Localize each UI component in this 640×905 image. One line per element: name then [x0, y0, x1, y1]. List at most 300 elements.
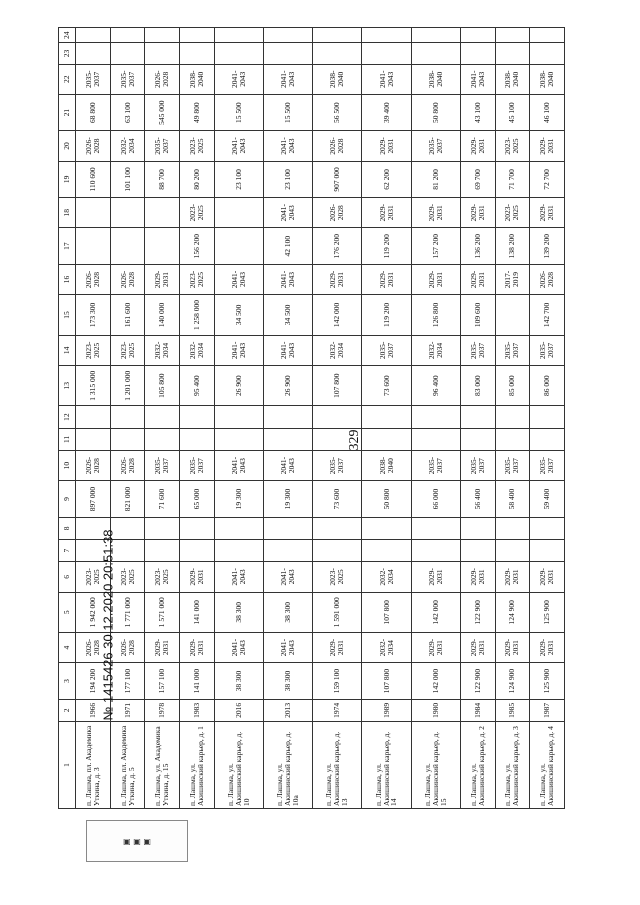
table-row: [495, 28, 530, 809]
table-cell: 2038-2040: [180, 64, 215, 94]
table-cell: 2029-2031: [362, 131, 411, 161]
table-cell: 71 700: [495, 161, 530, 197]
table-cell: 1 771 000: [110, 592, 145, 632]
table-cell: 2035-2037: [110, 64, 145, 94]
table-cell: [110, 28, 145, 43]
table-cell: 2038-2040: [530, 64, 565, 94]
table-cell: 125 900: [530, 592, 565, 632]
table-cell: 2035-2037: [362, 335, 411, 365]
table-cell: 2041-2043: [214, 64, 263, 94]
table-cell: 1978: [145, 699, 180, 721]
table-cell: 2035-2037: [495, 450, 530, 480]
table-cell: 2041-2043: [263, 64, 312, 94]
table-cell: 80 200: [180, 161, 215, 197]
table-cell: 1 591 000: [313, 592, 362, 632]
table-cell: 56 400: [460, 481, 495, 517]
table-cell: 2035-2037: [495, 335, 530, 365]
official-stamp: ▣ ▣ ▣: [86, 820, 188, 862]
table-cell: [180, 43, 215, 64]
table-cell: 2029-2031: [460, 131, 495, 161]
table-cell: [362, 28, 411, 43]
table-cell: 173 300: [76, 295, 111, 335]
table-cell: 2029-2031: [530, 198, 565, 228]
table-cell: [362, 539, 411, 561]
column-header: 18: [59, 198, 76, 228]
table-cell: 15 500: [263, 94, 312, 130]
table-cell: 2041-2043: [214, 264, 263, 294]
table-cell: [460, 428, 495, 450]
table-cell: 2026-2028: [76, 131, 111, 161]
address-cell: п. Лашма, ул. Акишинский карьер, д. 2: [460, 722, 495, 809]
table-cell: 56 500: [313, 94, 362, 130]
table-cell: 2041-2043: [263, 562, 312, 592]
table-cell: [214, 539, 263, 561]
table-cell: 107 800: [313, 366, 362, 406]
table-cell: [411, 28, 460, 43]
table-cell: 68 800: [76, 94, 111, 130]
column-header: 17: [59, 228, 76, 264]
table-cell: 2032-2034: [362, 562, 411, 592]
column-header: 2: [59, 699, 76, 721]
table-cell: [263, 517, 312, 539]
table-cell: 1987: [530, 699, 565, 721]
table-row: [460, 28, 495, 809]
column-header: 5: [59, 592, 76, 632]
table-cell: 2029-2031: [411, 264, 460, 294]
table-cell: 39 400: [362, 94, 411, 130]
table-cell: 2023-2025: [313, 562, 362, 592]
address-cell: п. Лашма, ул. Акишинский карьер, д. 1: [180, 722, 215, 809]
table-cell: [263, 428, 312, 450]
table-cell: 69 700: [460, 161, 495, 197]
table-cell: [495, 28, 530, 43]
address-cell: п. Лашма, пл. Академика Уткина, д. 5: [110, 722, 145, 809]
table-cell: 124 900: [495, 592, 530, 632]
table-cell: 138 200: [495, 228, 530, 264]
table-cell: 2041-2043: [214, 633, 263, 663]
table-cell: [214, 198, 263, 228]
table-cell: 2029-2031: [460, 562, 495, 592]
address-cell: п. Лашма, ул. Акишинский карьер, д. 10а: [263, 722, 312, 809]
table-cell: [530, 406, 565, 428]
table-cell: 19 300: [263, 481, 312, 517]
table-cell: 2041-2043: [214, 131, 263, 161]
table-cell: [362, 43, 411, 64]
table-cell: [180, 517, 215, 539]
table-cell: 157 200: [411, 228, 460, 264]
table-cell: [180, 539, 215, 561]
table-cell: [145, 28, 180, 43]
table-cell: [411, 43, 460, 64]
table-cell: [313, 43, 362, 64]
table-cell: 2029-2031: [411, 562, 460, 592]
address-cell: п. Лашма, ул. Акишинский карьер, д. 13: [313, 722, 362, 809]
table-cell: [145, 198, 180, 228]
table-cell: [214, 228, 263, 264]
table-cell: 2029-2031: [495, 633, 530, 663]
table-cell: [495, 295, 530, 335]
column-header: 11: [59, 428, 76, 450]
table-cell: 101 100: [110, 161, 145, 197]
column-header: 15: [59, 295, 76, 335]
table-cell: 124 900: [495, 663, 530, 699]
table-cell: [76, 198, 111, 228]
table-row: [313, 28, 362, 809]
table-cell: 50 800: [362, 481, 411, 517]
table-cell: [110, 228, 145, 264]
table-cell: [263, 539, 312, 561]
table-cell: 2041-2043: [214, 335, 263, 365]
registration-line: № 1415426 30.12.2020 20:51:38: [100, 529, 116, 721]
table-cell: 2029-2031: [362, 264, 411, 294]
table-cell: 85 000: [495, 366, 530, 406]
table-cell: 2029-2031: [530, 131, 565, 161]
table-cell: 2038-2040: [495, 64, 530, 94]
column-header: 22: [59, 64, 76, 94]
table-cell: 2017-2019: [495, 264, 530, 294]
table-cell: [495, 406, 530, 428]
table-cell: 63 100: [110, 94, 145, 130]
address-cell: п. Лашма, ул. Акишинский карьер, д. 10: [214, 722, 263, 809]
table-cell: 2023-2025: [110, 562, 145, 592]
table-cell: 1 942 000: [76, 592, 111, 632]
column-header: 24: [59, 28, 76, 43]
table-cell: 107 800: [362, 592, 411, 632]
table-cell: 2026-2028: [76, 264, 111, 294]
table-cell: 72 700: [530, 161, 565, 197]
table-cell: [411, 539, 460, 561]
table-cell: 2026-2028: [76, 450, 111, 480]
table-cell: 62 200: [362, 161, 411, 197]
table-cell: [145, 228, 180, 264]
table-cell: 1971: [110, 699, 145, 721]
column-header: 4: [59, 633, 76, 663]
table-cell: 2032-2034: [145, 335, 180, 365]
table-cell: 2023-2025: [76, 335, 111, 365]
table-cell: [214, 28, 263, 43]
address-cell: п. Лашма, ул. Академика Уткина, д. 15: [145, 722, 180, 809]
table-cell: [76, 43, 111, 64]
table-cell: [110, 428, 145, 450]
table-cell: 107 800: [362, 663, 411, 699]
table-cell: 2029-2031: [180, 562, 215, 592]
table-cell: [530, 517, 565, 539]
table-cell: 50 800: [411, 94, 460, 130]
table-cell: 156 200: [180, 228, 215, 264]
table-cell: 142 700: [530, 295, 565, 335]
table-cell: 73 600: [362, 366, 411, 406]
address-cell: п. Лашма, пл. Академика Уткина, д. 3: [76, 722, 111, 809]
table-cell: 142 000: [411, 663, 460, 699]
table-row: [362, 28, 411, 809]
table-cell: [313, 28, 362, 43]
table-cell: 136 200: [460, 228, 495, 264]
table-cell: [76, 406, 111, 428]
table-cell: [214, 517, 263, 539]
table-cell: [145, 428, 180, 450]
table-cell: 159 100: [313, 663, 362, 699]
table-cell: 2041-2043: [263, 264, 312, 294]
table-cell: 2041-2043: [362, 64, 411, 94]
table-cell: [411, 517, 460, 539]
column-header: 13: [59, 366, 76, 406]
table-cell: 545 000: [145, 94, 180, 130]
address-cell: п. Лашма, ул. Акишинский карьер, д. 14: [362, 722, 411, 809]
table-cell: 45 100: [495, 94, 530, 130]
table-cell: [263, 406, 312, 428]
table-cell: 58 400: [495, 481, 530, 517]
table-cell: [313, 406, 362, 428]
table-cell: [460, 539, 495, 561]
table-cell: 2041-2043: [214, 562, 263, 592]
table-cell: 2035-2037: [313, 450, 362, 480]
table-cell: 2035-2037: [460, 450, 495, 480]
table-cell: [460, 517, 495, 539]
table-cell: [411, 428, 460, 450]
table-cell: 2035-2037: [145, 131, 180, 161]
table-cell: 2023-2025: [110, 335, 145, 365]
table-cell: 119 200: [362, 228, 411, 264]
table-cell: 15 500: [214, 94, 263, 130]
table-cell: 26 900: [214, 366, 263, 406]
table-cell: [495, 539, 530, 561]
table-cell: 38 300: [214, 663, 263, 699]
table-cell: 95 400: [180, 366, 215, 406]
table-row: [180, 28, 215, 809]
table-cell: 2026-2028: [110, 264, 145, 294]
table-cell: 83 000: [460, 366, 495, 406]
table-cell: 1980: [411, 699, 460, 721]
column-header: 16: [59, 264, 76, 294]
table-cell: 46 100: [530, 94, 565, 130]
address-cell: п. Лашма, ул. Акишинский карьер, д. 15: [411, 722, 460, 809]
table-cell: [180, 428, 215, 450]
table-cell: 43 100: [460, 94, 495, 130]
table-cell: 2029-2031: [460, 264, 495, 294]
table-cell: 141 000: [180, 663, 215, 699]
table-cell: 161 600: [110, 295, 145, 335]
table-cell: 2026-2028: [313, 198, 362, 228]
table-cell: 2023-2025: [180, 198, 215, 228]
table-cell: 1989: [362, 699, 411, 721]
column-header: 14: [59, 335, 76, 365]
table-cell: 141 000: [180, 592, 215, 632]
table-cell: 2016: [214, 699, 263, 721]
table-cell: 2029-2031: [495, 562, 530, 592]
table-cell: 23 100: [263, 161, 312, 197]
table-cell: 2041-2043: [263, 450, 312, 480]
table-cell: 821 000: [110, 481, 145, 517]
rotated-table-container: [58, 27, 565, 809]
column-header: 23: [59, 43, 76, 64]
table-cell: 2032-2034: [362, 633, 411, 663]
table-cell: 140 000: [145, 295, 180, 335]
column-header: 21: [59, 94, 76, 130]
column-header: 8: [59, 517, 76, 539]
table-cell: 2038-2040: [362, 450, 411, 480]
column-header: 12: [59, 406, 76, 428]
table-cell: 2035-2037: [530, 450, 565, 480]
page-number: 329: [347, 429, 362, 451]
table-cell: 2029-2031: [530, 633, 565, 663]
table-cell: 2023-2025: [76, 562, 111, 592]
table-cell: 122 900: [460, 592, 495, 632]
table-cell: [313, 517, 362, 539]
column-header: 3: [59, 663, 76, 699]
table-cell: 1 571 000: [145, 592, 180, 632]
column-header: 9: [59, 481, 76, 517]
table-cell: 125 900: [530, 663, 565, 699]
table-cell: [263, 28, 312, 43]
table-cell: 38 300: [263, 663, 312, 699]
table-cell: 2041-2043: [263, 335, 312, 365]
table-row: [263, 28, 312, 809]
column-header: 1: [59, 722, 76, 809]
table-row: [411, 28, 460, 809]
table-cell: [460, 406, 495, 428]
table-cell: 71 600: [145, 481, 180, 517]
table-cell: 2026-2028: [313, 131, 362, 161]
table-cell: [263, 43, 312, 64]
table-cell: 2032-2034: [313, 335, 362, 365]
table-cell: 2029-2031: [145, 264, 180, 294]
table-cell: 177 100: [110, 663, 145, 699]
table-cell: [495, 43, 530, 64]
table-cell: 2035-2037: [76, 64, 111, 94]
table-cell: 2035-2037: [530, 335, 565, 365]
table-cell: 2035-2037: [145, 450, 180, 480]
table-cell: 2029-2031: [411, 198, 460, 228]
table-cell: 2041-2043: [263, 131, 312, 161]
table-cell: 38 300: [214, 592, 263, 632]
table-cell: 2029-2031: [313, 633, 362, 663]
table-row: [530, 28, 565, 809]
table-cell: 157 100: [145, 663, 180, 699]
table-cell: 2032-2034: [411, 335, 460, 365]
table-cell: 2026-2028: [110, 633, 145, 663]
table-cell: 126 800: [411, 295, 460, 335]
table-cell: 2026-2028: [110, 450, 145, 480]
table-cell: 1974: [313, 699, 362, 721]
table-cell: 2035-2037: [180, 450, 215, 480]
table-cell: 122 900: [460, 663, 495, 699]
table-cell: 2032-2034: [110, 131, 145, 161]
table-cell: [214, 406, 263, 428]
table-cell: 2029-2031: [313, 264, 362, 294]
table-cell: 142 000: [313, 295, 362, 335]
table-cell: 2038-2040: [411, 64, 460, 94]
table-cell: 1985: [495, 699, 530, 721]
table-body: [76, 28, 565, 809]
address-cell: п. Лашма, ул. Акишинский карьер, д. 4: [530, 722, 565, 809]
table-cell: 2023-2025: [180, 131, 215, 161]
table-cell: 2026-2028: [530, 264, 565, 294]
table-cell: 2029-2031: [145, 633, 180, 663]
table-cell: 2041-2043: [263, 198, 312, 228]
table-cell: 194 200: [76, 663, 111, 699]
table-cell: 73 600: [313, 481, 362, 517]
table-cell: 1983: [180, 699, 215, 721]
column-header: 7: [59, 539, 76, 561]
table-cell: [145, 43, 180, 64]
table-cell: 2029-2031: [460, 198, 495, 228]
table-cell: [110, 43, 145, 64]
table-cell: [530, 539, 565, 561]
table-cell: 2035-2037: [411, 450, 460, 480]
table-cell: [76, 28, 111, 43]
table-cell: [495, 428, 530, 450]
table-cell: 2029-2031: [362, 198, 411, 228]
table-cell: 88 700: [145, 161, 180, 197]
table-cell: [214, 43, 263, 64]
table-cell: 19 300: [214, 481, 263, 517]
table-cell: [362, 517, 411, 539]
table-cell: 86 000: [530, 366, 565, 406]
capital-repair-table: [58, 27, 565, 809]
table-cell: 96 400: [411, 366, 460, 406]
address-cell: п. Лашма, ул. Акишинский карьер, д. 3: [495, 722, 530, 809]
table-cell: [76, 428, 111, 450]
table-cell: 2029-2031: [180, 633, 215, 663]
table-cell: [530, 428, 565, 450]
table-cell: 66 000: [411, 481, 460, 517]
table-cell: [530, 43, 565, 64]
table-cell: 2032-2034: [180, 335, 215, 365]
table-cell: 2023-2025: [145, 562, 180, 592]
table-cell: 1984: [460, 699, 495, 721]
table-cell: 34 500: [214, 295, 263, 335]
table-cell: 59 400: [530, 481, 565, 517]
table-cell: [145, 517, 180, 539]
table-cell: [495, 517, 530, 539]
table-cell: [313, 539, 362, 561]
table-cell: 2026-2028: [145, 64, 180, 94]
table-cell: 2023-2025: [180, 264, 215, 294]
header-row: [59, 28, 76, 809]
table-cell: 1 258 000: [180, 295, 215, 335]
table-cell: 2023-2025: [495, 198, 530, 228]
table-cell: [411, 406, 460, 428]
table-cell: 2041-2043: [460, 64, 495, 94]
table-row: [145, 28, 180, 809]
table-cell: 2041-2043: [263, 633, 312, 663]
table-cell: 23 100: [214, 161, 263, 197]
table-cell: 2035-2037: [411, 131, 460, 161]
table-cell: 2013: [263, 699, 312, 721]
table-cell: 139 200: [530, 228, 565, 264]
column-header: 19: [59, 161, 76, 197]
table-cell: [145, 539, 180, 561]
table-cell: 2026-2028: [76, 633, 111, 663]
table-cell: 81 200: [411, 161, 460, 197]
table-cell: 1 315 000: [76, 366, 111, 406]
table-cell: 2029-2031: [530, 562, 565, 592]
table-row: [214, 28, 263, 809]
table-cell: 65 000: [180, 481, 215, 517]
table-cell: [362, 428, 411, 450]
table-cell: 1966: [76, 699, 111, 721]
table-cell: [530, 28, 565, 43]
table-cell: [460, 28, 495, 43]
table-cell: [110, 406, 145, 428]
table-cell: [145, 406, 180, 428]
table-cell: 2029-2031: [460, 633, 495, 663]
table-cell: [313, 428, 362, 450]
column-header: 20: [59, 131, 76, 161]
table-cell: 49 800: [180, 94, 215, 130]
table-cell: 105 800: [145, 366, 180, 406]
table-cell: 119 200: [362, 295, 411, 335]
